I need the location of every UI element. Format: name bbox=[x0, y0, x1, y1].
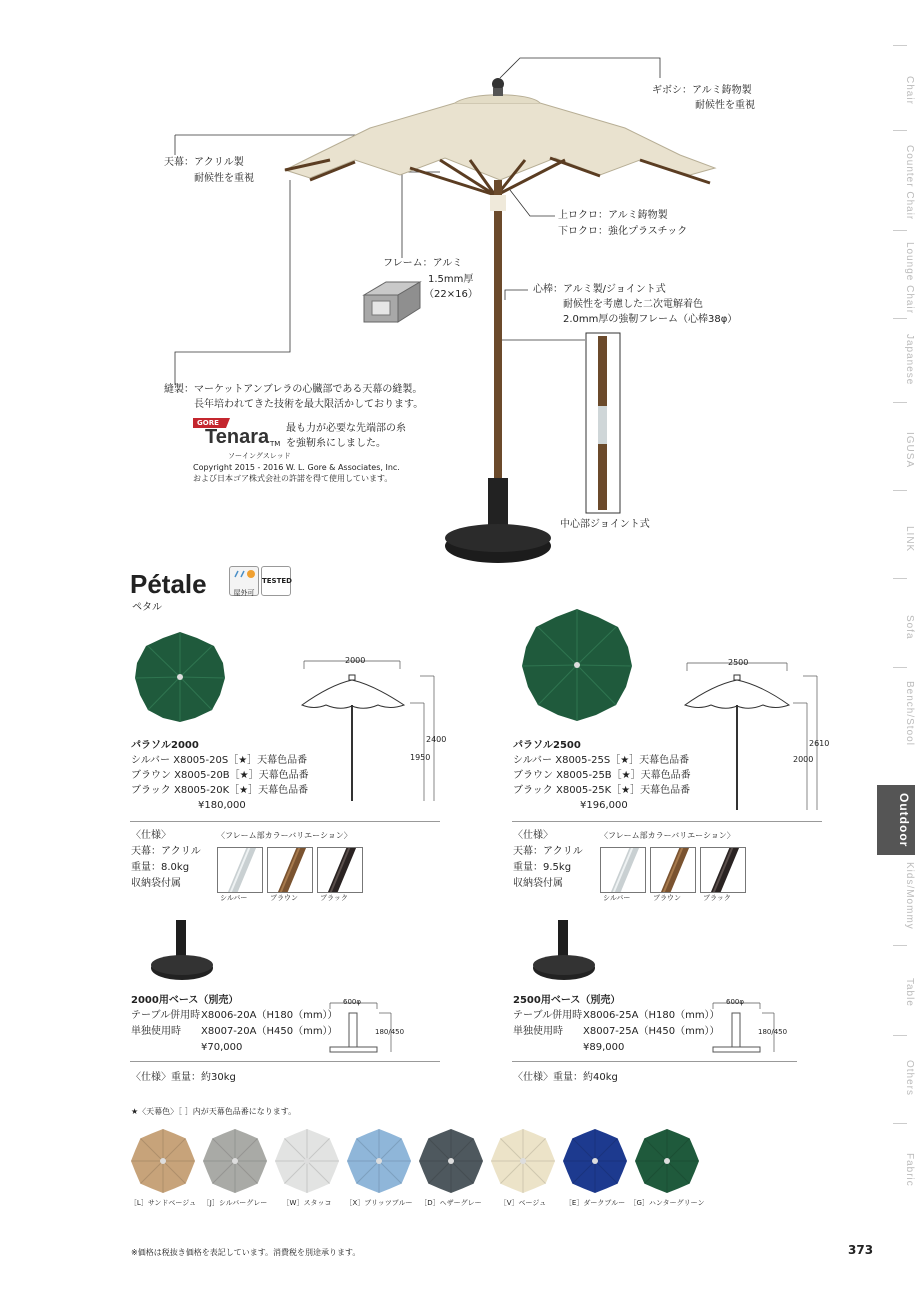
callout-pole: 心棒：アルミ製/ジョイント式 bbox=[533, 284, 666, 295]
sidebar-item-japanese[interactable]: Japanese bbox=[904, 334, 915, 386]
base-2000-standalone-label: 単独使用時 bbox=[131, 1026, 181, 1037]
sidebar-divider bbox=[893, 230, 907, 231]
parasol-2500-spec-canopy: 天幕：アクリル bbox=[513, 846, 583, 857]
parasol-2000-black: ブラック X8005-20K［★］天幕色品番 bbox=[131, 785, 309, 796]
rain-icon bbox=[230, 567, 258, 587]
fabric-swatch-3 bbox=[346, 1128, 412, 1194]
base-2500-standalone-code: X8007-25A（H450（mm）） bbox=[583, 1026, 720, 1037]
parasol-2000-spec-bag: 収納袋付属 bbox=[131, 878, 181, 889]
frame-swatch-silver bbox=[600, 847, 646, 893]
base-2500-title: 2500用ベース（別売） bbox=[513, 995, 621, 1006]
fabric-swatch-6 bbox=[562, 1128, 628, 1194]
copyright: Copyright 2015 - 2016 W. L. Gore & Associates, Inc. bbox=[193, 463, 400, 472]
parasol-2500-price: ¥196,000 bbox=[580, 800, 628, 811]
base-2000-spec: 〈仕様〉重量：約30kg bbox=[131, 1072, 236, 1083]
parasol-2500-black: ブラック X8005-25K［★］天幕色品番 bbox=[513, 785, 691, 796]
callout-sewing: 縫製：マーケットアンブレラの心臓部である天幕の縫製。 bbox=[164, 384, 423, 395]
sidebar-item-lounge-chair[interactable]: Lounge Chair bbox=[904, 241, 915, 315]
callout-pole-spec: 2.0mm厚の強靭フレーム（心棒38φ） bbox=[563, 314, 738, 325]
page-number: 373 bbox=[848, 1243, 874, 1257]
parasol-2500-silver: シルバー X8005-25S［★］天幕色品番 bbox=[513, 755, 690, 766]
tenara-subtitle: ソーイングスレッド bbox=[228, 452, 291, 460]
gore-logo: GORE bbox=[197, 419, 219, 427]
fabric-swatch-0 bbox=[130, 1128, 196, 1194]
fabric-swatch-2 bbox=[274, 1128, 340, 1194]
parasol-2500-title: パラソル2500 bbox=[513, 740, 581, 751]
parasol-2000-price: ¥180,000 bbox=[198, 800, 246, 811]
divider bbox=[512, 821, 822, 822]
sidebar-item-bench-stool[interactable]: Bench/Stool bbox=[904, 680, 915, 746]
fabric-heading: ★〈天幕色〉［ ］内が天幕色品番になります。 bbox=[131, 1107, 297, 1116]
callout-frame: フレーム：アルミ bbox=[383, 258, 463, 269]
fabric-swatch-label: ［G］ハンターグリーン bbox=[629, 1199, 705, 1207]
base-2500-photo bbox=[530, 918, 598, 984]
frame-swatch-silver bbox=[217, 847, 263, 893]
sidebar-item-table[interactable]: Table bbox=[904, 978, 915, 1007]
callout-frame-size: （22×16） bbox=[424, 289, 478, 300]
sidebar-item-outdoor[interactable]: Outdoor bbox=[877, 785, 915, 855]
parasol-2000-brown: ブラウン X8005-20B［★］天幕色品番 bbox=[131, 770, 309, 781]
base-2500-dimension-drawing bbox=[710, 997, 790, 1057]
parasol-2000-pole-height: 1950 bbox=[410, 753, 431, 762]
fabric-swatch-label: ［L］サンドベージュ bbox=[129, 1199, 197, 1207]
base-2500-price: ¥89,000 bbox=[583, 1042, 625, 1053]
parasol-2000-spec-weight: 重量：8.0kg bbox=[131, 862, 190, 873]
frame-swatch-label: シルバー bbox=[603, 894, 631, 902]
frame-swatch-label: シルバー bbox=[220, 894, 248, 902]
parasol-2000-variation-heading: 〈フレーム部カラーバリエーション〉 bbox=[217, 831, 352, 840]
parasol-2000-width: 2000 bbox=[345, 656, 366, 665]
base-2000-height: 180/450 bbox=[375, 1028, 405, 1036]
joint-caption: 中心部ジョイント式 bbox=[560, 519, 650, 530]
base-2000-photo bbox=[148, 918, 216, 984]
parasol-2000-dimension-drawing bbox=[300, 655, 445, 805]
frame-swatch-label: ブラウン bbox=[270, 894, 298, 902]
callout-finial-detail: 耐候性を重視 bbox=[695, 100, 755, 111]
divider bbox=[130, 821, 440, 822]
parasol-2000-silver: シルバー X8005-20S［★］天幕色品番 bbox=[131, 755, 308, 766]
fabric-swatch-7 bbox=[634, 1128, 700, 1194]
base-2000-table-use-code: X8006-20A（H180（mm）） bbox=[201, 1010, 338, 1021]
tenara-note: 最も力が必要な先端部の糸 bbox=[286, 423, 406, 434]
sidebar-item-sofa[interactable]: Sofa bbox=[904, 615, 915, 640]
parasol-2000-title: パラソル2000 bbox=[131, 740, 199, 751]
frame-swatch-label: ブラック bbox=[320, 894, 348, 902]
base-2000-price: ¥70,000 bbox=[201, 1042, 243, 1053]
callout-canopy-detail: 耐候性を重視 bbox=[194, 173, 254, 184]
sidebar-item-link[interactable]: LINK bbox=[904, 526, 915, 553]
base-2000-dimension-drawing bbox=[327, 997, 407, 1057]
fabric-swatch-1 bbox=[202, 1128, 268, 1194]
sidebar-divider bbox=[893, 1035, 907, 1036]
parasol-2500-pole-height: 2000 bbox=[793, 755, 814, 764]
base-2500-height: 180/450 bbox=[758, 1028, 788, 1036]
base-2000-table-use-label: テーブル併用時 bbox=[131, 1010, 201, 1021]
base-2500-table-use-label: テーブル併用時 bbox=[513, 1010, 583, 1021]
parasol-2500-spec-weight: 重量：9.5kg bbox=[513, 862, 572, 873]
sidebar-item-kids-mommy[interactable]: Kids/Mommy bbox=[904, 862, 915, 930]
sidebar-item-chair[interactable]: Chair bbox=[904, 75, 915, 105]
parasol-2500-variation-heading: 〈フレーム部カラーバリエーション〉 bbox=[600, 831, 735, 840]
fabric-swatch-5 bbox=[490, 1128, 556, 1194]
callout-sewing-detail: 長年培われてきた技術を最大限活かしております。 bbox=[194, 399, 424, 410]
callout-pole-finish: 耐候性を考慮した二次電解着色 bbox=[563, 299, 703, 310]
fabric-swatch-label: ［X］ブリッツブルー bbox=[345, 1199, 413, 1207]
sidebar-divider bbox=[893, 490, 907, 491]
callout-finial: ギボシ：アルミ鋳物製 bbox=[652, 85, 752, 96]
frame-swatch-black bbox=[700, 847, 746, 893]
frame-swatch-label: ブラウン bbox=[653, 894, 681, 902]
frame-swatch-label: ブラック bbox=[703, 894, 731, 902]
base-2500-standalone-label: 単独使用時 bbox=[513, 1026, 563, 1037]
divider bbox=[512, 1061, 797, 1062]
product-title: Pétale bbox=[130, 569, 207, 599]
callout-canopy: 天幕：アクリル製 bbox=[164, 157, 244, 168]
parasol-2000-top-view bbox=[130, 630, 230, 725]
base-2500-spec: 〈仕様〉重量：約40kg bbox=[513, 1072, 618, 1083]
fabric-swatch-label: ［W］スタッコ bbox=[282, 1199, 332, 1207]
tenara-logo: Tenara bbox=[205, 426, 270, 448]
sidebar-item-fabric[interactable]: Fabric bbox=[904, 1153, 915, 1187]
divider bbox=[130, 1061, 440, 1062]
base-2000-title: 2000用ベース（別売） bbox=[131, 995, 239, 1006]
parasol-2500-spec-bag: 収納袋付属 bbox=[513, 878, 563, 889]
base-2000-diameter: 600φ bbox=[343, 998, 361, 1006]
tenara-trademark: TM bbox=[270, 440, 281, 448]
parasol-2500-width: 2500 bbox=[728, 658, 749, 667]
callout-lower-hub: 下ロクロ：強化プラスチック bbox=[558, 226, 688, 237]
tested-badge: TESTED bbox=[261, 566, 291, 596]
parasol-2000-height: 2400 bbox=[426, 735, 447, 744]
fabric-swatch-label: ［J］シルバーグレー bbox=[202, 1199, 268, 1207]
sidebar-item-others[interactable]: Others bbox=[904, 1059, 915, 1096]
base-2000-standalone-code: X8007-20A（H450（mm）） bbox=[201, 1026, 338, 1037]
sidebar-divider bbox=[893, 130, 907, 131]
sidebar-divider bbox=[893, 667, 907, 668]
parasol-2500-dimension-drawing bbox=[683, 657, 828, 815]
parasol-2500-brown: ブラウン X8005-25B［★］天幕色品番 bbox=[513, 770, 691, 781]
fabric-swatch-4 bbox=[418, 1128, 484, 1194]
callout-upper-hub: 上ロクロ：アルミ鋳物製 bbox=[558, 210, 668, 221]
sidebar-item-igusa[interactable]: IGUSA bbox=[904, 431, 915, 469]
product-kana: ペタル bbox=[132, 602, 162, 613]
parasol-2500-height: 2610 bbox=[809, 739, 830, 748]
frame-swatch-black bbox=[317, 847, 363, 893]
sidebar-divider bbox=[893, 318, 907, 319]
sidebar-divider bbox=[893, 402, 907, 403]
outdoor-badge bbox=[229, 566, 259, 596]
outdoor-badge-label: 屋外可 bbox=[233, 589, 255, 597]
base-2500-table-use-code: X8006-25A（H180（mm）） bbox=[583, 1010, 720, 1021]
fabric-swatch-label: ［D］ヘザーグレー bbox=[420, 1199, 482, 1207]
fabric-swatch-label: ［E］ダークブルー bbox=[564, 1199, 626, 1207]
base-2500-diameter: 600φ bbox=[726, 998, 744, 1006]
sidebar-divider bbox=[893, 578, 907, 579]
parasol-2500-spec-heading: 〈仕様〉 bbox=[513, 830, 553, 841]
callout-frame-thickness: 1.5mm厚 bbox=[428, 274, 474, 285]
sidebar-divider bbox=[893, 945, 907, 946]
copyright-license: および日本ゴア株式会社の許諾を得て使用しています。 bbox=[193, 474, 393, 483]
frame-swatch-brown bbox=[267, 847, 313, 893]
sidebar-divider bbox=[893, 45, 907, 46]
parasol-2500-top-view bbox=[518, 607, 636, 725]
sidebar-item-counter-chair[interactable]: Counter Chair bbox=[904, 145, 915, 221]
parasol-2000-spec-heading: 〈仕様〉 bbox=[131, 830, 171, 841]
tenara-note-2: を強靭糸にしました。 bbox=[286, 438, 386, 449]
frame-swatch-brown bbox=[650, 847, 696, 893]
footer-note: ※価格は税抜き価格を表記しています。消費税を別途承ります。 bbox=[131, 1248, 361, 1257]
fabric-swatch-label: ［V］ベージュ bbox=[499, 1199, 547, 1207]
sidebar-divider bbox=[893, 1123, 907, 1124]
parasol-2000-spec-canopy: 天幕：アクリル bbox=[131, 846, 201, 857]
